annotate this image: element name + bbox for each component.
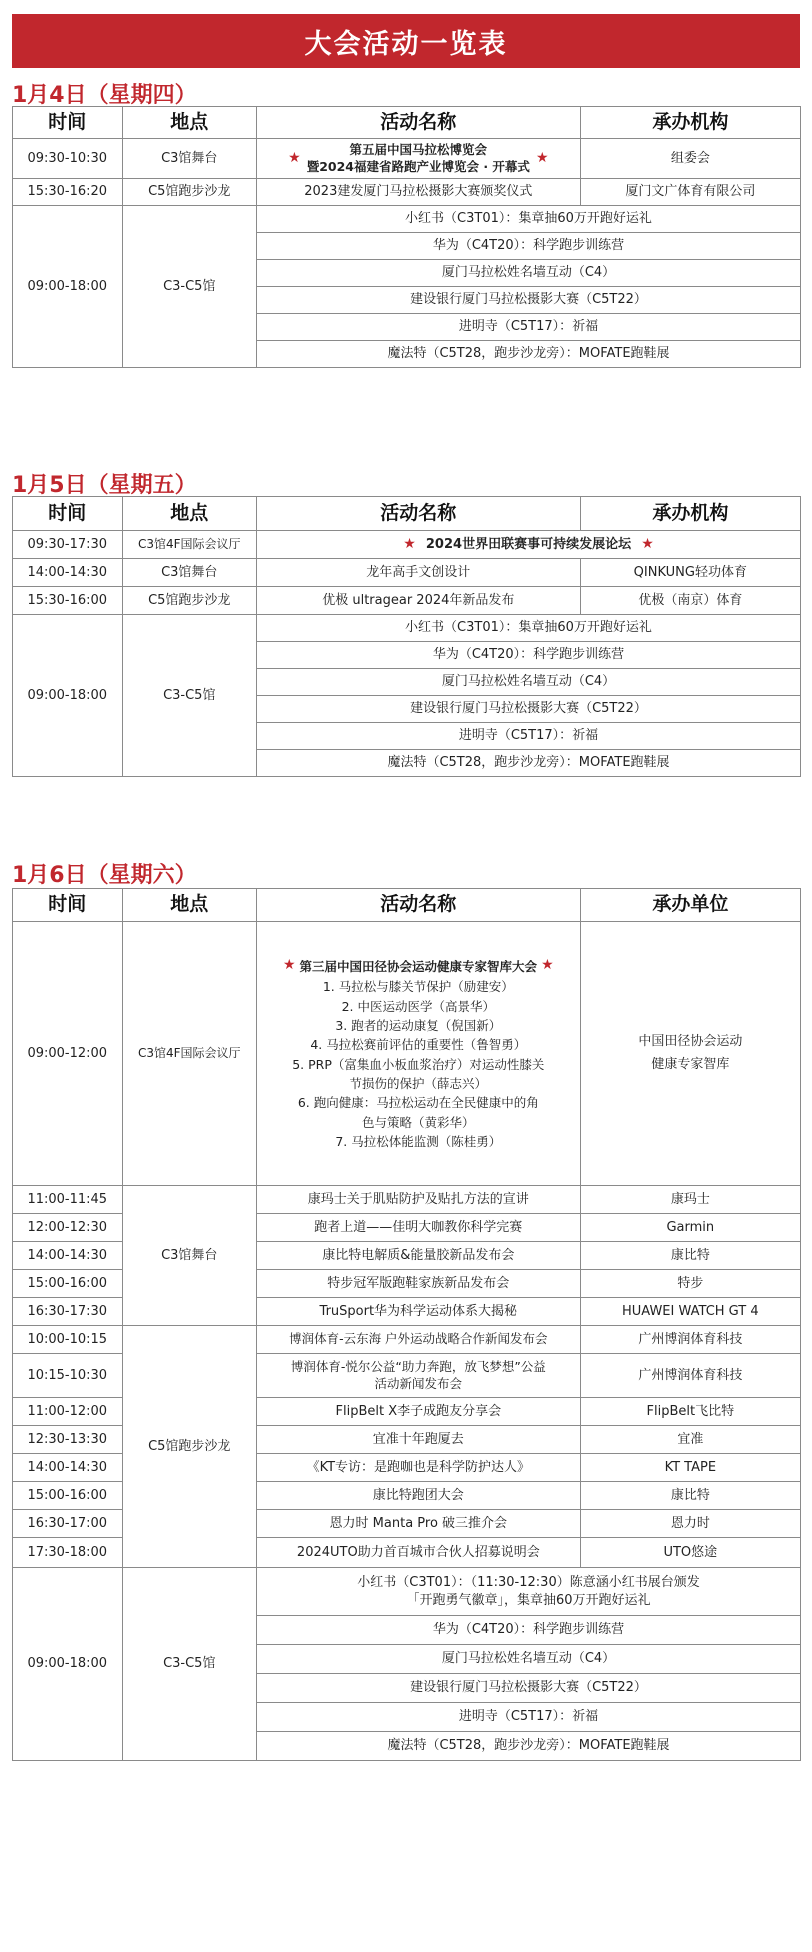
org-cell: 广州博润体育科技 — [580, 1326, 800, 1354]
name-cell: 龙年高手文创设计 — [256, 559, 580, 587]
header-org: 承办单位 — [580, 889, 800, 922]
name-cell: 小红书（C3T01）：集章抽60万开跑好运礼 — [256, 206, 800, 233]
name-cell — [256, 531, 800, 559]
place-cell: C5馆跑步沙龙 — [122, 179, 256, 206]
program-line: 3. 跑者的运动康复（倪国新） — [335, 1017, 502, 1033]
name-cell: 博润体育-云东海 户外运动战略合作新闻发布会 — [256, 1326, 580, 1354]
activity-name: 2024世界田联赛事可持续发展论坛 — [425, 537, 632, 553]
day2-table — [12, 496, 801, 777]
time-cell: 10:00-10:15 — [13, 1326, 123, 1354]
place-cell: C3馆4F国际会议厅 — [122, 922, 256, 1186]
time-cell: 16:30-17:00 — [13, 1510, 123, 1538]
time-cell: 16:30-17:30 — [13, 1298, 123, 1326]
table-row — [13, 531, 801, 559]
name-cell: 进明寺（C5T17）：祈福 — [256, 314, 800, 341]
day1-table — [12, 106, 801, 368]
org-cell: 宜准 — [580, 1426, 800, 1454]
name-cell: 2024UTO助力首百城市合伙人招募说明会 — [256, 1538, 580, 1568]
header-org: 承办机构 — [580, 497, 800, 531]
table-row — [13, 615, 801, 642]
day1-title: 1月4日（星期四） — [12, 83, 197, 108]
table-row — [13, 139, 801, 179]
day3-title: 1月6日（星期六） — [12, 863, 197, 888]
name-cell: 华为（C4T20）：科学跑步训练营 — [256, 233, 800, 260]
time-cell: 09:00-12:00 — [13, 922, 123, 1186]
name-cell: 优极 ultragear 2024年新品发布 — [256, 587, 580, 615]
table-row — [13, 922, 801, 1186]
name-cell: 小红书（C3T01）：集章抽60万开跑好运礼 — [256, 615, 800, 642]
activity-line: 活动新闻发布会 — [374, 1375, 463, 1391]
program-line: 4. 马拉松赛前评估的重要性（鲁智勇） — [310, 1037, 527, 1053]
org-cell: 组委会 — [580, 139, 800, 179]
time-cell: 15:30-16:20 — [13, 179, 123, 206]
time-cell: 15:00-16:00 — [13, 1270, 123, 1298]
header-name: 活动名称 — [256, 889, 580, 922]
name-cell: 康比特电解质&能量胶新品发布会 — [256, 1242, 580, 1270]
name-cell: 康玛士关于肌贴防护及贴扎方法的宣讲 — [256, 1186, 580, 1214]
name-cell: 建设银行厦门马拉松摄影大赛（C5T22） — [256, 287, 800, 314]
time-cell: 15:00-16:00 — [13, 1482, 123, 1510]
program-line: 色与策略（黄彩华） — [362, 1114, 475, 1130]
org-cell: Garmin — [580, 1214, 800, 1242]
time-cell: 11:00-11:45 — [13, 1186, 123, 1214]
table-row — [13, 587, 801, 615]
name-cell: 《KT专访：是跑咖也是科学防护达人》 — [256, 1454, 580, 1482]
star-icon: ★ — [282, 957, 296, 974]
table-row — [13, 1186, 801, 1214]
name-cell: 建设银行厦门马拉松摄影大赛（C5T22） — [256, 1674, 800, 1703]
table-row — [13, 1568, 801, 1616]
name-cell: 2023建发厦门马拉松摄影大赛颁奖仪式 — [256, 179, 580, 206]
header-place: 地点 — [122, 497, 256, 531]
place-cell: C3馆舞台 — [122, 1186, 256, 1326]
name-cell: FlipBelt X李子成跑友分享会 — [256, 1398, 580, 1426]
name-cell: 华为（C4T20）：科学跑步训练营 — [256, 1616, 800, 1645]
name-cell: 宜准十年跑厦去 — [256, 1426, 580, 1454]
org-cell: 康比特 — [580, 1242, 800, 1270]
place-cell: C3馆4F国际会议厅 — [122, 531, 256, 559]
table-row — [13, 1326, 801, 1354]
place-cell: C3-C5馆 — [122, 615, 256, 777]
table-header-row — [13, 889, 801, 922]
program-line: 6. 跑向健康：马拉松运动在全民健康中的角 — [297, 1095, 539, 1111]
day3-table — [12, 888, 801, 1761]
star-icon: ★ — [535, 150, 549, 167]
header-org: 承办机构 — [580, 107, 800, 139]
table-row — [13, 206, 801, 233]
name-cell: 建设银行厦门马拉松摄影大赛（C5T22） — [256, 696, 800, 723]
name-cell: 进明寺（C5T17）：祈福 — [256, 723, 800, 750]
place-cell: C3-C5馆 — [122, 1568, 256, 1761]
name-cell: 恩力时 Manta Pro 破三推介会 — [256, 1510, 580, 1538]
name-cell — [256, 139, 580, 179]
name-cell: 厦门马拉松姓名墙互动（C4） — [256, 669, 800, 696]
star-icon: ★ — [641, 536, 654, 553]
org-cell: KT TAPE — [580, 1454, 800, 1482]
time-cell: 14:00-14:30 — [13, 1454, 123, 1482]
program-line: 1. 马拉松与膝关节保护（励建安） — [322, 979, 514, 995]
time-cell: 09:00-18:00 — [13, 615, 123, 777]
program-line: 节损伤的保护（薛志兴） — [349, 1076, 488, 1092]
day2-title: 1月5日（星期五） — [12, 473, 197, 498]
org-cell: HUAWEI WATCH GT 4 — [580, 1298, 800, 1326]
table-row — [13, 559, 801, 587]
time-cell: 09:00-18:00 — [13, 206, 123, 368]
time-cell: 14:00-14:30 — [13, 559, 123, 587]
name-cell: 康比特跑团大会 — [256, 1482, 580, 1510]
forum-title: 第三届中国田径协会运动健康专家智库大会 — [299, 958, 538, 974]
org-cell: 康玛士 — [580, 1186, 800, 1214]
header-time: 时间 — [13, 107, 123, 139]
activity-line: 博润体育-悦尔公益“助力奔跑，放飞梦想”公益 — [290, 1358, 546, 1374]
time-cell: 14:00-14:30 — [13, 1242, 123, 1270]
org-cell — [580, 922, 800, 1186]
org-cell: FlipBelt飞比特 — [580, 1398, 800, 1426]
org-cell: 广州博润体育科技 — [580, 1354, 800, 1398]
org-cell: 康比特 — [580, 1482, 800, 1510]
org-line: 中国田径协会运动 — [638, 1034, 743, 1050]
name-cell: 进明寺（C5T17）：祈福 — [256, 1703, 800, 1732]
time-cell: 15:30-16:00 — [13, 587, 123, 615]
star-icon: ★ — [288, 150, 301, 167]
time-cell: 17:30-18:00 — [13, 1538, 123, 1568]
name-cell: 魔法特（C5T28，跑步沙龙旁）：MOFATE跑鞋展 — [256, 341, 800, 368]
header-time: 时间 — [13, 497, 123, 531]
place-cell: C3馆舞台 — [122, 139, 256, 179]
org-cell: QINKUNG轻功体育 — [580, 559, 800, 587]
program-line: 2. 中医运动医学（高景华） — [341, 998, 496, 1014]
name-cell — [256, 1568, 800, 1616]
org-cell: 优极（南京）体育 — [580, 587, 800, 615]
name-cell — [256, 1354, 580, 1398]
table-row — [13, 179, 801, 206]
name-cell: 华为（C4T20）：科学跑步训练营 — [256, 642, 800, 669]
time-cell: 09:00-18:00 — [13, 1568, 123, 1761]
time-cell: 12:00-12:30 — [13, 1214, 123, 1242]
time-cell: 09:30-10:30 — [13, 139, 123, 179]
name-cell: 魔法特（C5T28，跑步沙龙旁）：MOFATE跑鞋展 — [256, 1732, 800, 1761]
place-cell: C3馆舞台 — [122, 559, 256, 587]
activity-line: 小红书（C3T01）：（11:30-12:30）陈意涵小红书展台颁发 — [357, 1574, 700, 1590]
org-line: 健康专家智库 — [651, 1056, 730, 1072]
time-cell: 11:00-12:00 — [13, 1398, 123, 1426]
activity-line: 「开跑勇气徽章」，集章抽60万开跑好运礼 — [406, 1592, 651, 1608]
program-line: 7. 马拉松体能监测（陈桂勇） — [335, 1134, 502, 1150]
time-cell: 09:30-17:30 — [13, 531, 123, 559]
name-cell: 跑者上道——佳明大咖教你科学完赛 — [256, 1214, 580, 1242]
header-name: 活动名称 — [256, 107, 580, 139]
name-cell: 魔法特（C5T28，跑步沙龙旁）：MOFATE跑鞋展 — [256, 750, 800, 777]
name-cell: 厦门马拉松姓名墙互动（C4） — [256, 260, 800, 287]
org-cell: 恩力时 — [580, 1510, 800, 1538]
program-line: 5. PRP（富集血小板血浆治疗）对运动性膝关 — [292, 1056, 545, 1072]
table-header-row — [13, 107, 801, 139]
place-cell: C5馆跑步沙龙 — [122, 1326, 256, 1568]
place-cell: C5馆跑步沙龙 — [122, 587, 256, 615]
place-cell: C3-C5馆 — [122, 206, 256, 368]
name-cell: 特步冠军版跑鞋家族新品发布会 — [256, 1270, 580, 1298]
time-cell: 10:15-10:30 — [13, 1354, 123, 1398]
activity-line: 暨2024福建省路跑产业博览会 · 开幕式 — [306, 158, 530, 174]
time-cell: 12:30-13:30 — [13, 1426, 123, 1454]
page-banner: 大会活动一览表 — [12, 14, 800, 68]
name-cell: TruSport华为科学运动体系大揭秘 — [256, 1298, 580, 1326]
star-icon: ★ — [541, 957, 554, 974]
org-cell: 厦门文广体育有限公司 — [580, 179, 800, 206]
header-place: 地点 — [122, 107, 256, 139]
name-cell: 厦门马拉松姓名墙互动（C4） — [256, 1645, 800, 1674]
header-time: 时间 — [13, 889, 123, 922]
forum-program-cell — [256, 922, 580, 1186]
header-place: 地点 — [122, 889, 256, 922]
org-cell: 特步 — [580, 1270, 800, 1298]
star-icon: ★ — [403, 536, 416, 553]
header-name: 活动名称 — [256, 497, 580, 531]
org-cell: UTO悠途 — [580, 1538, 800, 1568]
table-header-row — [13, 497, 801, 531]
activity-line: 第五届中国马拉松博览会 — [349, 141, 488, 157]
